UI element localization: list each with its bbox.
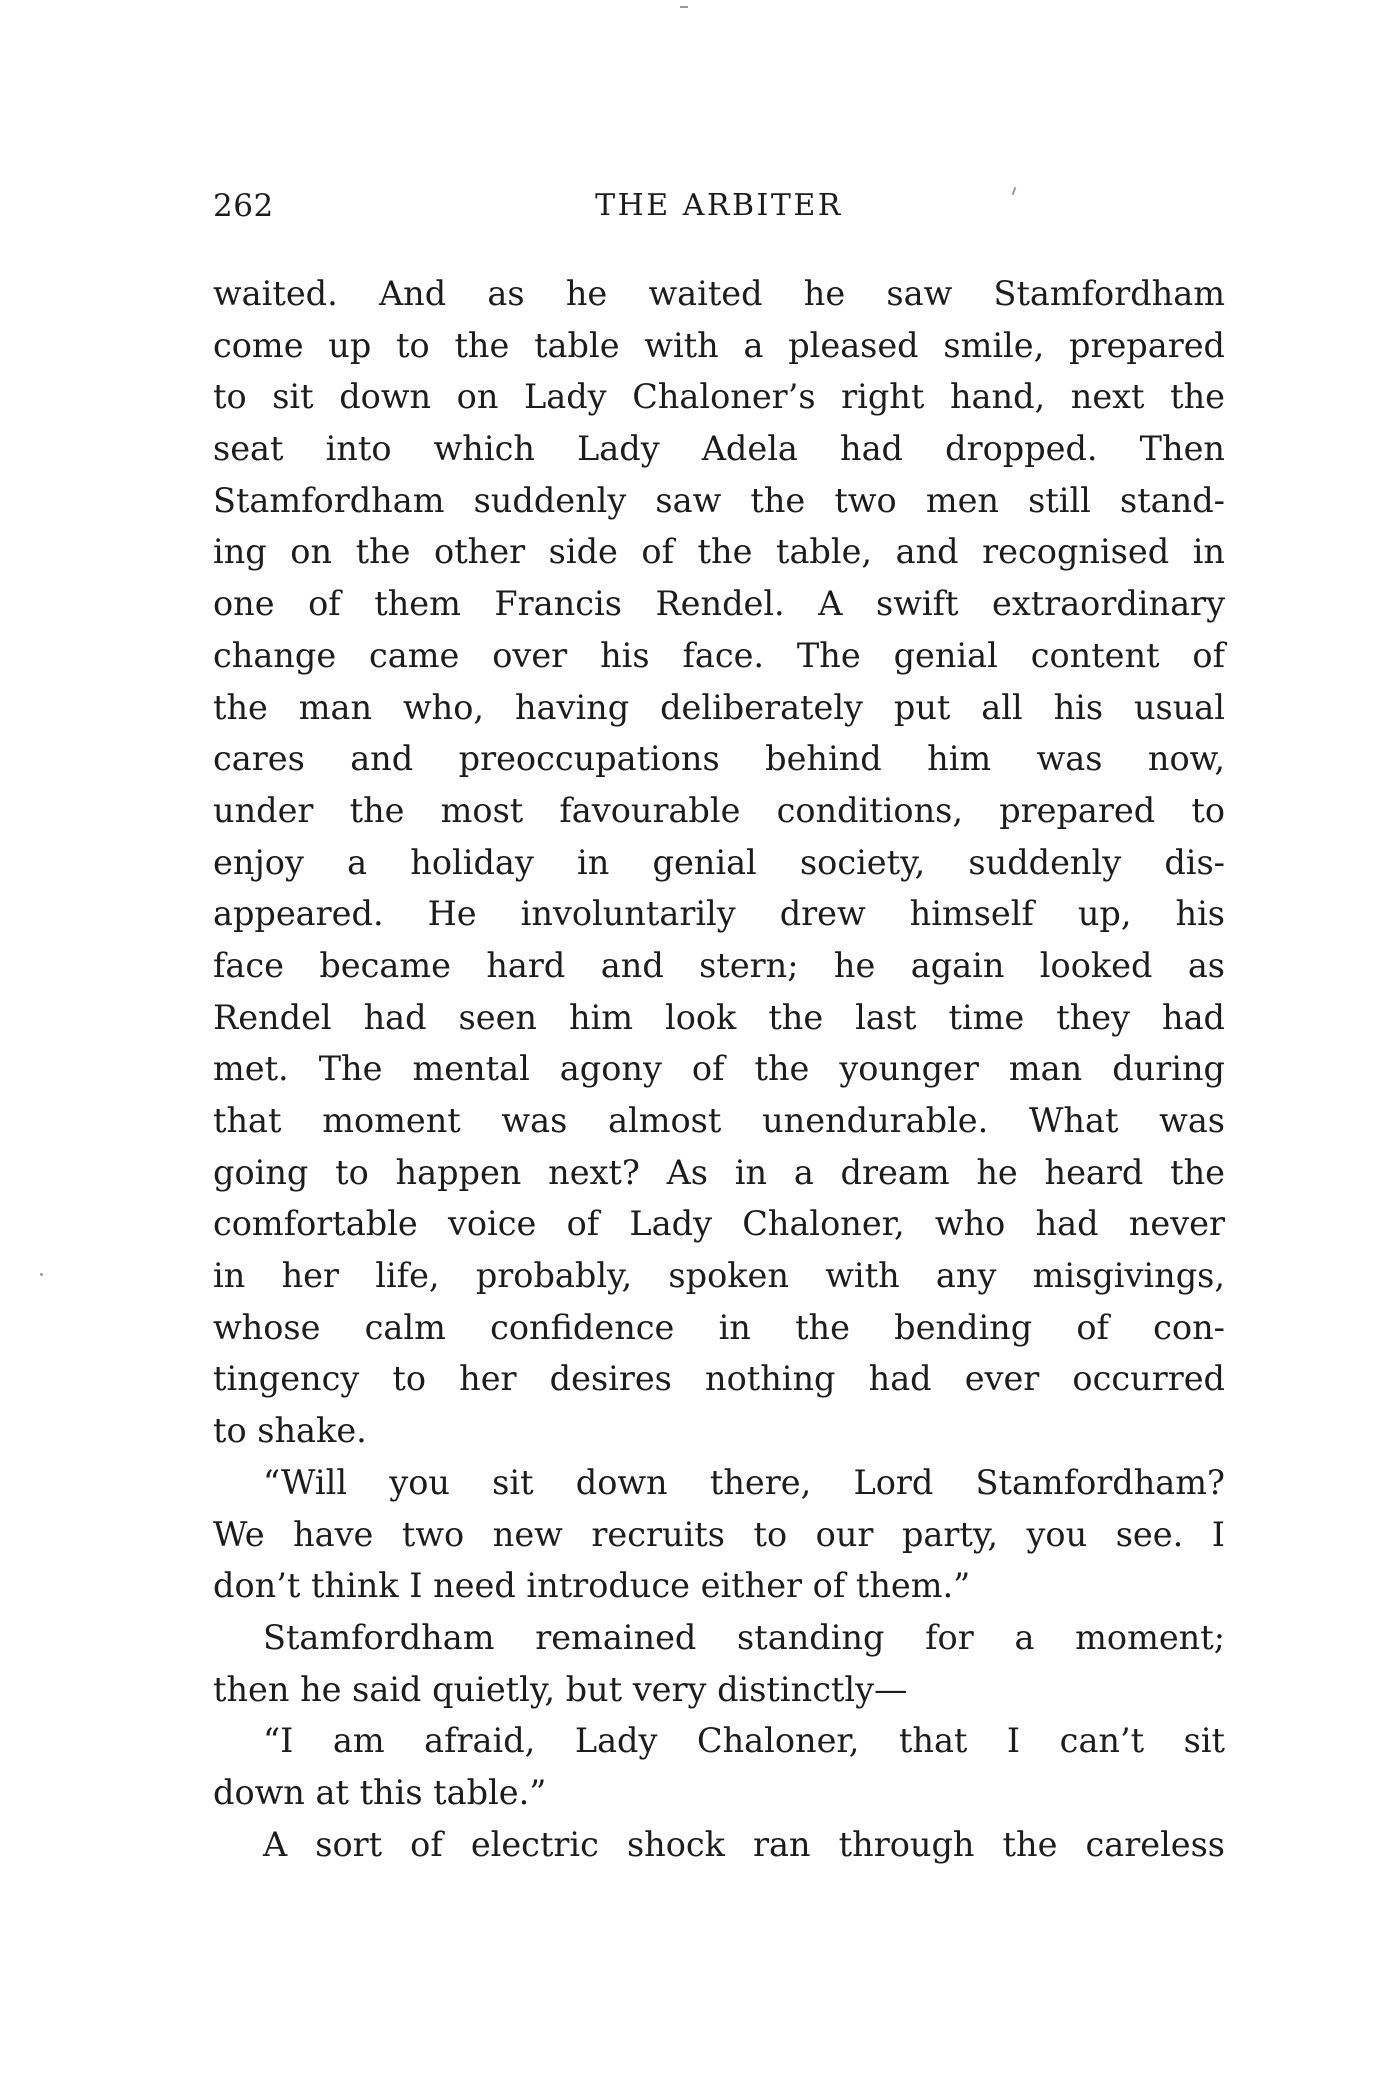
running-title: THE ARBITER	[595, 188, 843, 223]
page-header	[213, 188, 1225, 238]
paragraph-end-line: don’t think I need introduce either of them.”	[213, 1566, 971, 1606]
text-line: change came over his face. The genial content of	[213, 635, 1225, 675]
text-line: A sort of electric shock ran through the careless	[263, 1824, 1225, 1864]
text-line: We have two new recruits to our party, you see. I	[213, 1514, 1225, 1554]
text-line: enjoy a holiday in genial society, suddenly dis-	[213, 842, 1225, 882]
text-line: cares and preoccupations behind him was now,	[213, 739, 1225, 779]
text-line: “Will you sit down there, Lord Stamfordham?	[263, 1462, 1225, 1502]
print-speck	[40, 1273, 43, 1276]
text-line: Rendel had seen him look the last time they had	[213, 997, 1225, 1037]
paragraph-end-line: to shake.	[213, 1411, 367, 1451]
text-line: “I am afraid, Lady Chaloner, that I can’t sit	[263, 1721, 1225, 1761]
text-line: whose calm confidence in the bending of con-	[213, 1307, 1225, 1347]
paragraph-end-line: then he said quietly, but very distinctly—	[213, 1669, 908, 1709]
text-line: going to happen next? As in a dream he heard the	[213, 1152, 1225, 1192]
text-line: under the most favourable conditions, prepared to	[213, 790, 1225, 830]
text-line: that moment was almost unendurable. What was	[213, 1101, 1225, 1140]
text-line: comfortable voice of Lady Chaloner, who had never	[213, 1204, 1225, 1244]
text-line: met. The mental agony of the younger man during	[213, 1049, 1225, 1089]
text-line: come up to the table with a pleased smile, prepared	[213, 325, 1225, 365]
text-line: Stamfordham suddenly saw the two men still stand-	[213, 480, 1225, 520]
page-number: 262	[213, 188, 274, 224]
text-line: face became hard and stern; he again looked as	[213, 945, 1225, 985]
text-line: seat into which Lady Adela had dropped. Then	[213, 429, 1225, 469]
text-line: the man who, having deliberately put all his usual	[213, 687, 1225, 727]
body-text	[213, 268, 1225, 1870]
text-line: in her life, probably, spoken with any misgivings,	[213, 1256, 1225, 1296]
text-line: Stamfordham remained standing for a moment;	[263, 1617, 1225, 1657]
text-line: to sit down on Lady Chaloner’s right hand, next the	[213, 377, 1225, 417]
print-speck	[680, 6, 688, 8]
text-line: one of them Francis Rendel. A swift extraordinary	[213, 584, 1225, 624]
text-line: ing on the other side of the table, and recognised in	[213, 532, 1225, 572]
text-line: waited. And as he waited he saw Stamfordham	[213, 274, 1225, 313]
text-line: tingency to her desires nothing had ever occurred	[213, 1359, 1225, 1399]
text-line: appeared. He involuntarily drew himself up, his	[213, 894, 1225, 934]
paragraph-end-line: down at this table.”	[213, 1772, 547, 1812]
